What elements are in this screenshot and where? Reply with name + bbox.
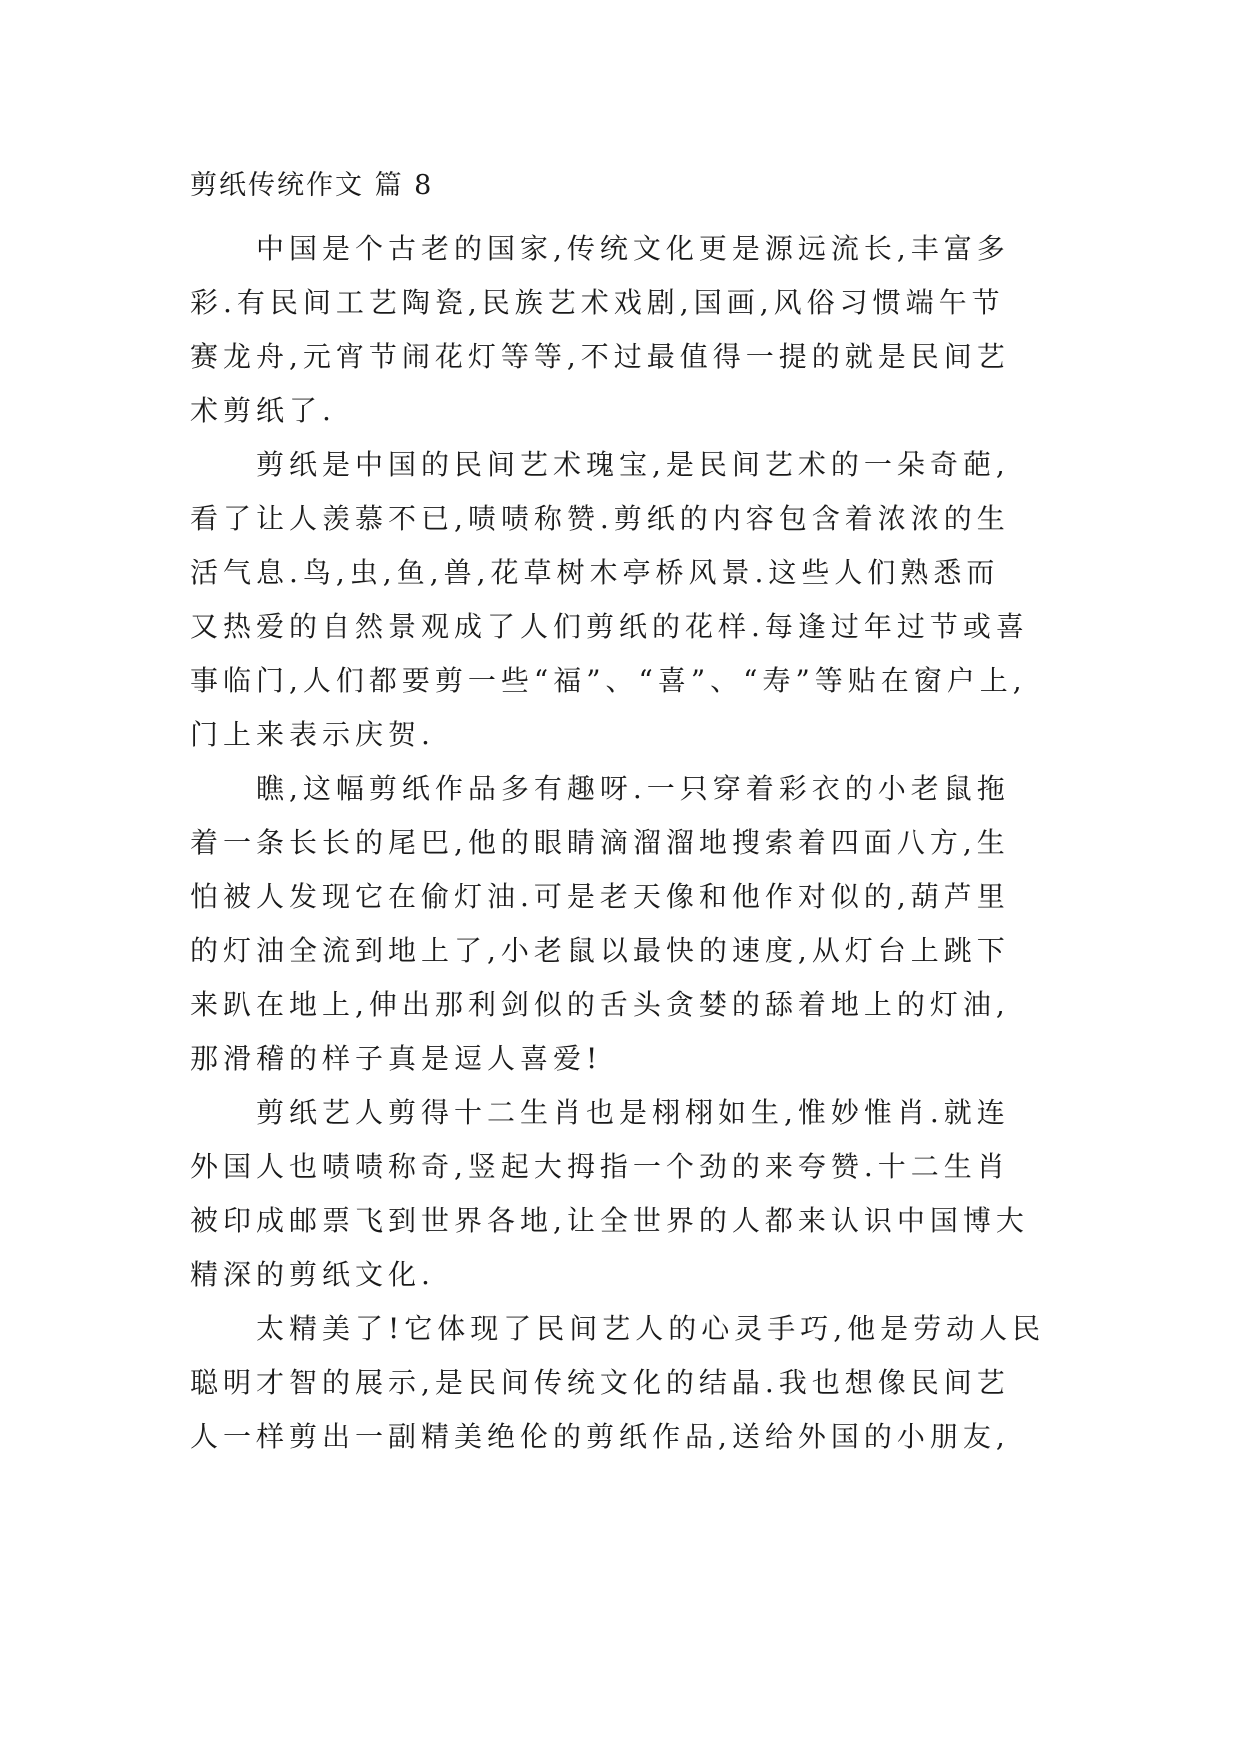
- document-title: 剪纸传统作文 篇 8: [190, 170, 434, 201]
- text-line: 着一条长长的尾巴,他的眼睛滴溜溜地搜索着四面八方,生: [190, 826, 1010, 859]
- text-line: 活气息.鸟,虫,鱼,兽,花草树木亭桥风景.这些人们熟悉而: [190, 556, 1000, 589]
- text-line: 瞧,这幅剪纸作品多有趣呀.一只穿着彩衣的小老鼠拖: [256, 772, 1010, 805]
- paragraph-2: [190, 438, 1052, 762]
- text-line: 被印成邮票飞到世界各地,让全世界的人都来认识中国博大: [190, 1204, 1029, 1237]
- text-line: 的灯油全流到地上了,小老鼠以最快的速度,从灯台上跳下: [190, 934, 1010, 967]
- text-line: 彩.有民间工艺陶瓷,民族艺术戏剧,国画,风俗习惯端午节: [190, 286, 1005, 319]
- text-line: 人一样剪出一副精美绝伦的剪纸作品,送给外国的小朋友,: [190, 1420, 1010, 1453]
- text-line: 精深的剪纸文化.: [190, 1258, 435, 1291]
- text-line: 中国是个古老的国家,传统文化更是源远流长,丰富多: [256, 232, 1010, 265]
- text-line: 赛龙舟,元宵节闹花灯等等,不过最值得一提的就是民间艺: [190, 340, 1010, 373]
- paragraph-1: [190, 222, 1052, 438]
- paragraph-5: [190, 1302, 1052, 1464]
- text-line: 剪纸艺人剪得十二生肖也是栩栩如生,惟妙惟肖.就连: [256, 1096, 1010, 1129]
- text-line: 外国人也啧啧称奇,竖起大拇指一个劲的来夸赞.十二生肖: [190, 1150, 1010, 1183]
- text-line: 那滑稽的样子真是逗人喜爱!: [190, 1042, 603, 1075]
- text-line: 剪纸是中国的民间艺术瑰宝,是民间艺术的一朵奇葩,: [256, 448, 1010, 481]
- text-line: 怕被人发现它在偷灯油.可是老天像和他作对似的,葫芦里: [190, 880, 1010, 913]
- text-line: 事临门,人们都要剪一些“福”、“喜”、“寿”等贴在窗户上,: [190, 664, 1027, 697]
- text-line: 门上来表示庆贺.: [190, 718, 435, 751]
- paragraph-3: [190, 762, 1052, 1086]
- paragraph-4: [190, 1086, 1052, 1302]
- text-line: 术剪纸了.: [190, 394, 336, 427]
- text-line: 看了让人羡慕不已,啧啧称赞.剪纸的内容包含着浓浓的生: [190, 502, 1010, 535]
- document-body: [190, 222, 1052, 1464]
- text-line: 太精美了!它体现了民间艺人的心灵手巧,他是劳动人民: [256, 1312, 1046, 1345]
- text-line: 来趴在地上,伸出那利剑似的舌头贪婪的舔着地上的灯油,: [190, 988, 1010, 1021]
- text-line: 又热爱的自然景观成了人们剪纸的花样.每逢过年过节或喜: [190, 610, 1029, 643]
- text-line: 聪明才智的展示,是民间传统文化的结晶.我也想像民间艺: [190, 1366, 1010, 1399]
